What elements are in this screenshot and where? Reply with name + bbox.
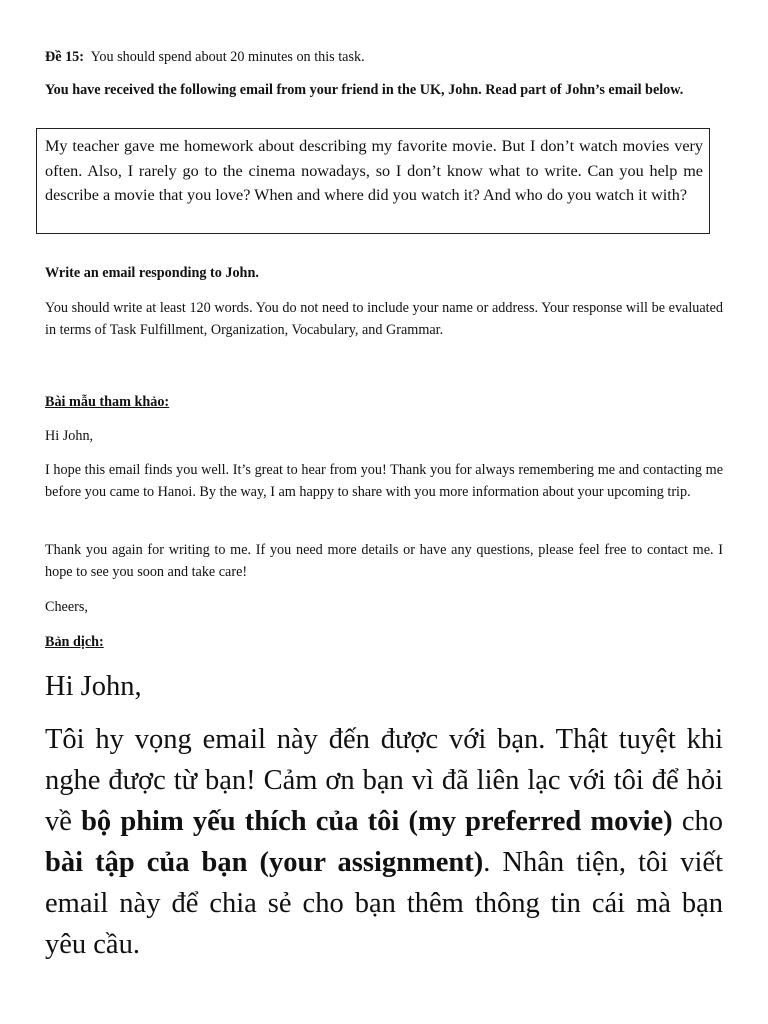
translation-bold-assignment: bài tập của bạn (your assignment) <box>45 847 484 878</box>
translation-heading: Bản dịch: <box>45 634 104 650</box>
task-number: Đề 15: <box>45 49 85 65</box>
task-requirements: You should write at least 120 words. You do not need to include your name or address. Your response will be evaluated in terms of Task Fulfillment, Organization, Vocabulary, and Grammar. <box>45 300 723 338</box>
sample-paragraph-1: I hope this email finds you well. It’s great to hear from you! Thank you for always remembering me and contacting me before you came to Hanoi. By the way, I am happy to share with you more information about your upcoming trip. <box>45 462 723 500</box>
translation-text-part-1: Tôi hy vọng email này đến được với bạn. Thật tuyệt khi nghe được từ bạn! Cảm ơn bạn vì đã liên lạc với tôi để hỏi về <box>45 724 723 837</box>
translation-bold-preferred-movie: bộ phim yếu thích của tôi (my preferred movie) <box>81 806 673 837</box>
task-instruction: You have received the following email from your friend in the UK, John. Read part of John’s email below. <box>45 82 684 98</box>
email-excerpt-text: My teacher gave me homework about describing my favorite movie. But I don’t watch movies very often. Also, I rarely go to the cinema nowadays, so I don’t know what to write. Can you help me describe a movie that you love? When and where did you watch it? And who do you watch it with? <box>45 137 703 204</box>
task-header-line <box>45 46 723 68</box>
translation-greeting: Hi John, <box>45 671 142 702</box>
email-excerpt-box <box>36 128 710 234</box>
translation-text-part-3: . Nhân tiện, tôi viết email này để chia sẻ cho bạn thêm thông tin cái mà bạn yêu cầu. <box>45 847 723 960</box>
sample-greeting: Hi John, <box>45 428 94 444</box>
task-time-note: You should spend about 20 minutes on this task. <box>90 49 365 65</box>
sample-heading: Bài mẫu tham khảo: <box>45 394 170 410</box>
translation-text-part-2: cho <box>672 806 723 837</box>
sample-paragraph-2: Thank you again for writing to me. If you need more details or have any questions, please feel free to contact me. I hope to see you soon and take care! <box>45 542 723 580</box>
translation-paragraph-1 <box>45 719 723 965</box>
sample-closing: Cheers, <box>45 599 88 615</box>
write-prompt: Write an email responding to John. <box>45 265 259 281</box>
